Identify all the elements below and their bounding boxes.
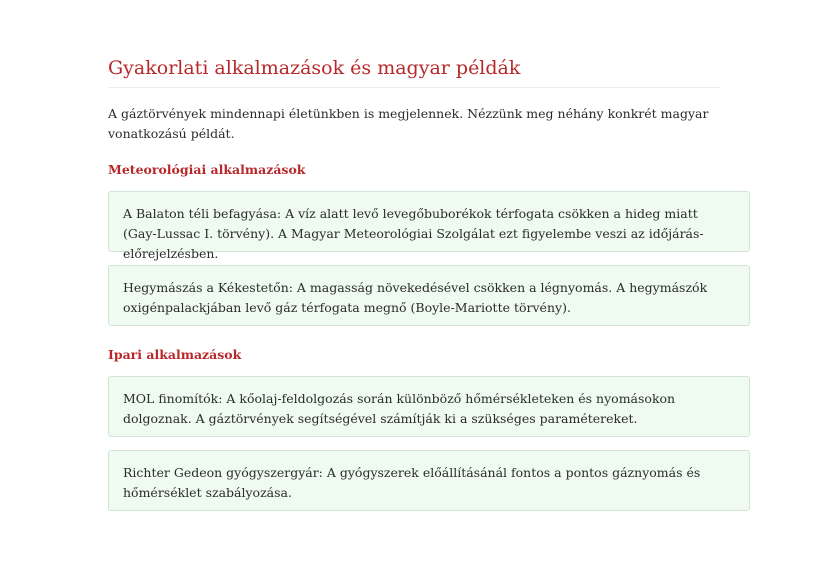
example-card-kekesteto [108, 265, 750, 326]
example-card-richter [108, 450, 750, 511]
example-text: Hegymászás a Kékestetőn: A magasság növekedésével csökken a légnyomás. A hegymászók oxigénpalackjában levő gáz térfogata megnő (Boyle-Mariotte törvény). [123, 280, 708, 315]
section-heading-industry: Ipari alkalmazások [108, 347, 242, 362]
section-heading-meteorology: Meteorológiai alkalmazások [108, 162, 306, 177]
example-text: MOL finomítók: A kőolaj-feldolgozás során különböző hőmérsékleteken és nyomásokon dolgoznak. A gáztörvények segítségével számítják ki a szükséges paramétereket. [123, 391, 676, 426]
example-text: Richter Gedeon gyógyszergyár: A gyógyszerek előállításánál fontos a pontos gáznyomás és hőmérséklet szabályozása. [123, 465, 701, 500]
intro-paragraph: A gáztörvények mindennapi életünkben is megjelennek. Nézzünk meg néhány konkrét magyar vonatkozású példát. [108, 106, 709, 141]
example-card-mol [108, 376, 750, 437]
title-divider [108, 87, 720, 88]
example-card-balaton [108, 191, 750, 261]
page-title: Gyakorlati alkalmazások és magyar példák [108, 57, 521, 79]
example-text: A Balaton téli befagyása: A víz alatt levő levegőbuborékok térfogata csökken a hideg miatt (Gay-Lussac I. törvény). A Magyar Meteorológiai Szolgálat ezt figyelembe veszi az időjárás-előrejelzésben. [123, 206, 704, 261]
